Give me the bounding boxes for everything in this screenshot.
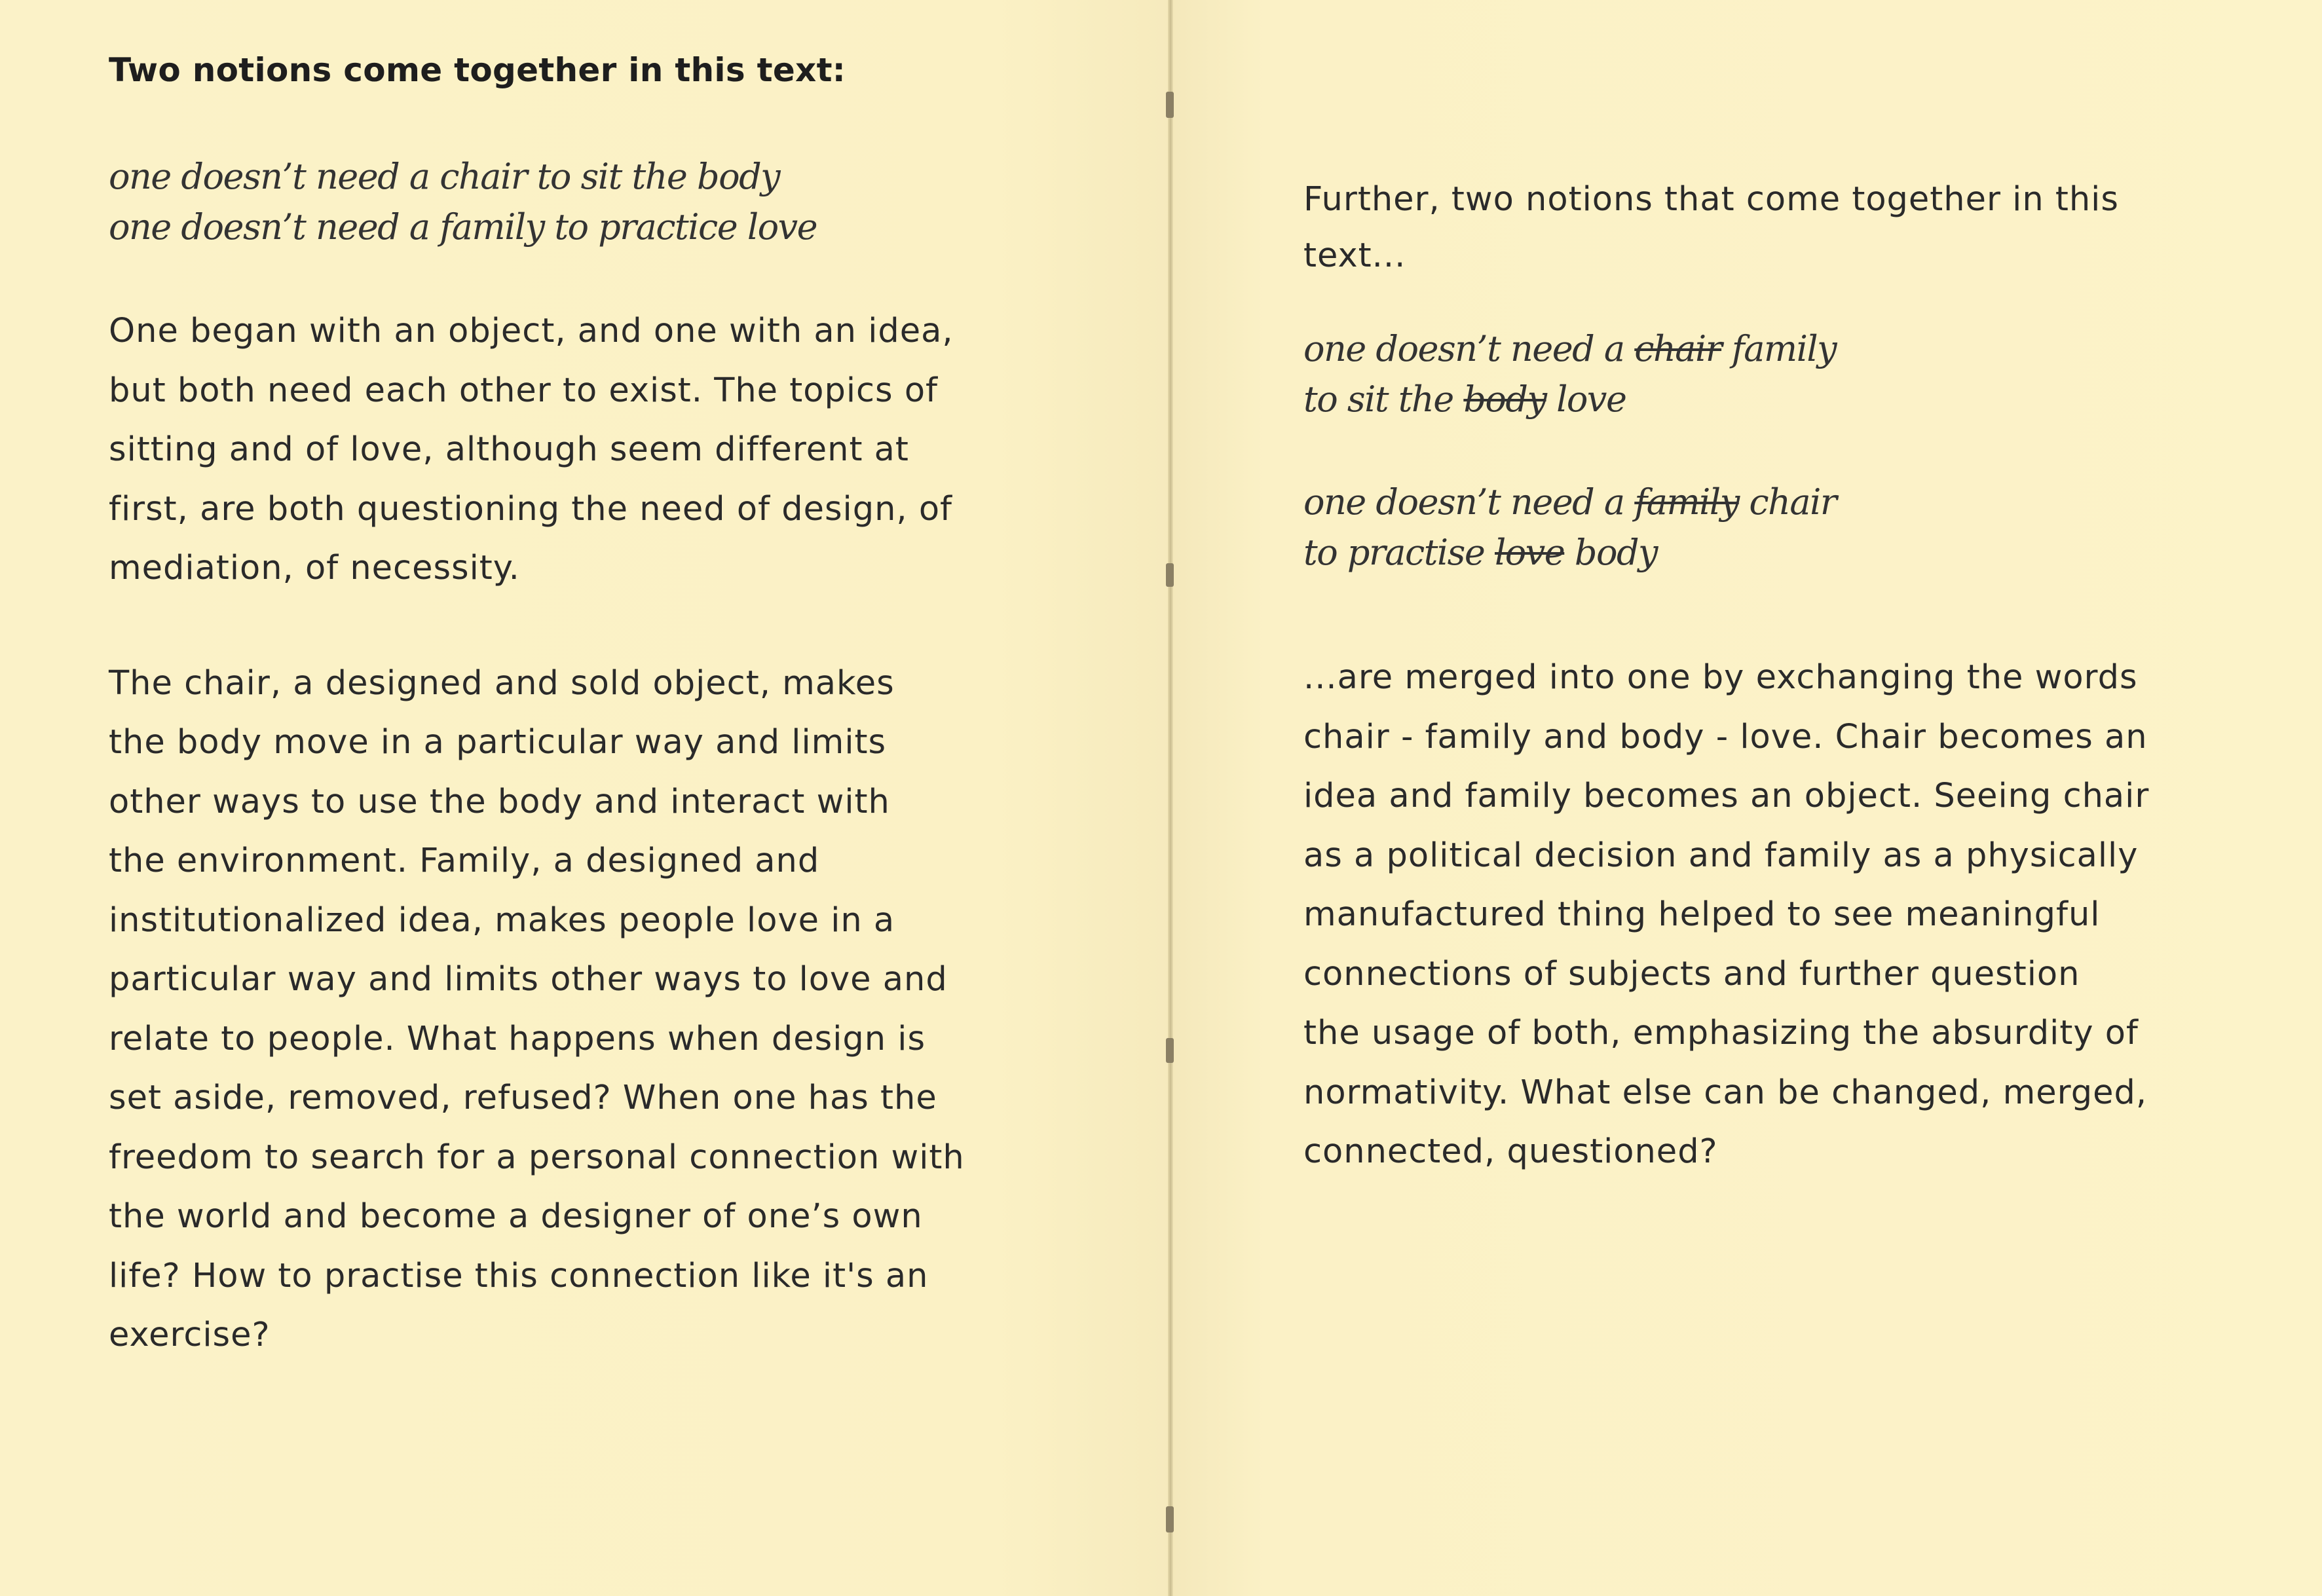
stanza-text: family — [1721, 328, 1837, 369]
staple-middle — [1166, 563, 1174, 587]
text-line: the body move in a particular way and limits — [109, 723, 887, 762]
left-poem — [109, 151, 1131, 252]
text-line: chair - family and body - love. Chair becomes an — [1303, 717, 2148, 756]
stanza-text: to sit the — [1303, 379, 1464, 420]
text-line: life? How to practise this connection like it's an — [109, 1256, 929, 1295]
stanza-text: one doesn’t need a — [1303, 328, 1635, 369]
text-line: first, are both questioning the need of design, of — [109, 489, 952, 529]
staple-bottom — [1166, 1506, 1174, 1532]
right-intro — [1303, 172, 2286, 284]
right-stanza-2 — [1303, 477, 2286, 578]
stanza-line — [1303, 374, 2286, 424]
text-line: One began with an object, and one with an idea, — [109, 312, 954, 350]
left-paragraph-1 — [109, 302, 1131, 599]
stanza-text: love — [1546, 379, 1626, 420]
right-stanza-1 — [1303, 324, 2286, 424]
text-line: The chair, a designed and sold object, makes — [109, 663, 895, 703]
text-line: connections of subjects and further question — [1303, 954, 2080, 993]
text-line: text... — [1303, 236, 1406, 275]
text-line: idea and family becomes an object. Seeing chair — [1303, 777, 2150, 815]
text-line: normativity. What else can be changed, merged, — [1303, 1073, 2148, 1112]
poem-line: one doesn’t need a chair to sit the body — [109, 156, 780, 197]
struck-word: family — [1634, 481, 1739, 523]
poem-line: one doesn’t need a family to practice love — [109, 206, 817, 248]
left-heading: Two notions come together in this text: — [109, 51, 846, 89]
text-line: manufactured thing helped to see meaningful — [1303, 895, 2101, 934]
text-line: exercise? — [109, 1316, 271, 1354]
text-line: the environment. Family, a designed and — [109, 842, 820, 880]
text-line: Further, two notions that come together in this — [1303, 180, 2119, 219]
staple-top — [1166, 92, 1174, 118]
stanza-line — [1303, 477, 2286, 527]
stanza-text: body — [1564, 532, 1658, 573]
text-line: institutionalized idea, makes people love in a — [109, 900, 895, 940]
stanza-text: chair — [1738, 481, 1837, 523]
stanza-text: to practise — [1303, 532, 1495, 573]
left-column — [109, 51, 1131, 1365]
right-page — [1172, 0, 2322, 1596]
text-line: sitting and of love, although seem different at — [109, 430, 909, 469]
text-line: the usage of both, emphasizing the absurdity of — [1303, 1014, 2139, 1052]
text-line: set aside, removed, refused? When one has the — [109, 1079, 937, 1117]
text-line: connected, questioned? — [1303, 1132, 1718, 1171]
struck-word: love — [1495, 532, 1565, 573]
text-line: mediation, of necessity. — [109, 549, 520, 587]
text-line: relate to people. What happens when design is — [109, 1019, 926, 1058]
left-paragraph-2 — [109, 654, 1131, 1365]
stanza-text: one doesn’t need a — [1303, 481, 1635, 523]
staple-lower — [1166, 1038, 1174, 1063]
right-column — [1303, 172, 2286, 1182]
text-line: ...are merged into one by exchanging the words — [1303, 658, 2138, 697]
text-line: freedom to search for a personal connection with — [109, 1138, 965, 1177]
book-spine — [1168, 0, 1173, 1596]
struck-word: chair — [1634, 328, 1722, 369]
text-line: the world and become a designer of one’s own — [109, 1197, 923, 1236]
text-line: other ways to use the body and interact with — [109, 782, 890, 821]
text-line: but both need each other to exist. The topics of — [109, 371, 938, 410]
struck-word: body — [1463, 379, 1546, 420]
stanza-line — [1303, 324, 2286, 374]
right-paragraph — [1303, 648, 2286, 1182]
stanza-line — [1303, 527, 2286, 578]
text-line: as a political decision and family as a physically — [1303, 836, 2139, 875]
text-line: particular way and limits other ways to love and — [109, 960, 948, 999]
